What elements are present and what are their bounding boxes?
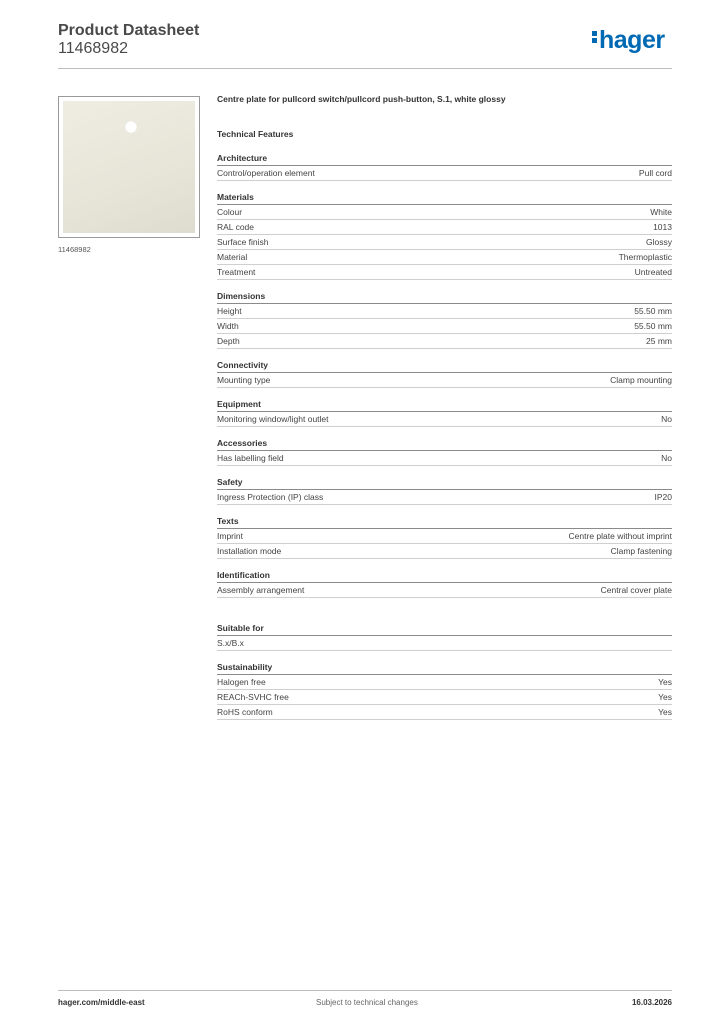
spec-label: Control/operation element — [217, 168, 315, 178]
spec-row — [217, 544, 672, 559]
spec-label: Has labelling field — [217, 453, 284, 463]
spec-value: Glossy — [646, 237, 672, 247]
spec-section — [217, 398, 672, 427]
spec-label: Mounting type — [217, 375, 271, 385]
spec-section — [217, 515, 672, 559]
spec-section — [217, 290, 672, 349]
spec-label: Depth — [217, 336, 240, 346]
spec-label: Treatment — [217, 267, 256, 277]
spec-value: Yes — [658, 677, 672, 687]
section-title: Architecture — [217, 152, 672, 166]
spec-label: Colour — [217, 207, 243, 217]
section-title: Safety — [217, 476, 672, 490]
product-number: 11468982 — [58, 40, 128, 57]
footer-notice: Subject to technical changes — [316, 998, 418, 1007]
section-title: Equipment — [217, 398, 672, 412]
footer-website: hager.com/middle-east — [58, 998, 145, 1007]
spec-section — [217, 152, 672, 181]
spec-section — [217, 476, 672, 505]
section-title: Materials — [217, 191, 672, 205]
spec-row — [217, 220, 672, 235]
spec-label: Material — [217, 252, 248, 262]
image-caption: 11468982 — [58, 245, 91, 254]
logo-text: hager — [599, 26, 665, 54]
spec-row — [217, 529, 672, 544]
spec-section — [217, 622, 672, 651]
spec-section — [217, 359, 672, 388]
spec-value: No — [661, 453, 672, 463]
spec-value: Clamp mounting — [610, 375, 672, 385]
spec-value: 55.50 mm — [634, 306, 672, 316]
spec-label: REACh-SVHC free — [217, 692, 289, 702]
spec-row — [217, 705, 672, 720]
spec-value: 25 mm — [646, 336, 672, 346]
spec-label: Surface finish — [217, 237, 269, 247]
spec-label: Monitoring window/light outlet — [217, 414, 329, 424]
spec-value: Clamp fastening — [610, 546, 672, 556]
spec-section — [217, 437, 672, 466]
section-title: Accessories — [217, 437, 672, 451]
spec-row — [217, 319, 672, 334]
spec-section — [217, 191, 672, 280]
spec-row — [217, 636, 672, 651]
spec-row — [217, 235, 672, 250]
spec-section — [217, 661, 672, 720]
spec-row — [217, 205, 672, 220]
spec-row — [217, 373, 672, 388]
spec-value: 1013 — [653, 222, 672, 232]
spec-value: Untreated — [634, 267, 672, 277]
pullcord-hole — [125, 121, 137, 133]
logo-dots-icon — [592, 29, 597, 45]
spec-row — [217, 166, 672, 181]
spec-value: Centre plate without imprint — [568, 531, 672, 541]
spec-label: Width — [217, 321, 239, 331]
product-title: Centre plate for pullcord switch/pullcord push-button, S.1, white glossy — [217, 94, 506, 104]
spec-row — [217, 675, 672, 690]
spec-label: RAL code — [217, 222, 255, 232]
spec-section — [217, 569, 672, 598]
spec-label: RoHS conform — [217, 707, 273, 717]
footer-date: 16.03.2026 — [631, 998, 672, 1007]
spec-value: Pull cord — [638, 168, 672, 178]
spec-value: White — [650, 207, 672, 217]
technical-features-title: Technical Features — [217, 129, 294, 139]
spec-value: No — [661, 414, 672, 424]
footer-divider — [58, 990, 672, 991]
spec-label: Assembly arrangement — [217, 585, 305, 595]
centre-plate-photo — [63, 101, 195, 233]
spec-sections — [217, 152, 672, 720]
spec-row — [217, 690, 672, 705]
spec-label: S.x/B.x — [217, 638, 244, 648]
spec-value: IP20 — [654, 492, 672, 502]
spec-row — [217, 490, 672, 505]
hager-logo — [592, 26, 665, 55]
page-title: Product Datasheet — [58, 22, 200, 39]
spec-row — [217, 412, 672, 427]
spec-value: Central cover plate — [600, 585, 672, 595]
spec-value: Yes — [658, 707, 672, 717]
spec-row — [217, 334, 672, 349]
spec-row — [217, 265, 672, 280]
spec-label: Installation mode — [217, 546, 282, 556]
section-title: Connectivity — [217, 359, 672, 373]
spec-value: Yes — [658, 692, 672, 702]
spec-row — [217, 304, 672, 319]
specification-content — [217, 94, 672, 730]
spec-label: Imprint — [217, 531, 243, 541]
header-divider — [58, 68, 672, 69]
section-title: Suitable for — [217, 622, 672, 636]
spec-label: Height — [217, 306, 242, 316]
spec-row — [217, 583, 672, 598]
section-title: Texts — [217, 515, 672, 529]
section-title: Identification — [217, 569, 672, 583]
section-title: Dimensions — [217, 290, 672, 304]
spec-label: Halogen free — [217, 677, 266, 687]
spec-label: Ingress Protection (IP) class — [217, 492, 324, 502]
spec-value: Thermoplastic — [618, 252, 672, 262]
product-image — [58, 96, 200, 238]
spec-value: 55.50 mm — [634, 321, 672, 331]
spec-row — [217, 451, 672, 466]
section-title: Sustainability — [217, 661, 672, 675]
spec-row — [217, 250, 672, 265]
